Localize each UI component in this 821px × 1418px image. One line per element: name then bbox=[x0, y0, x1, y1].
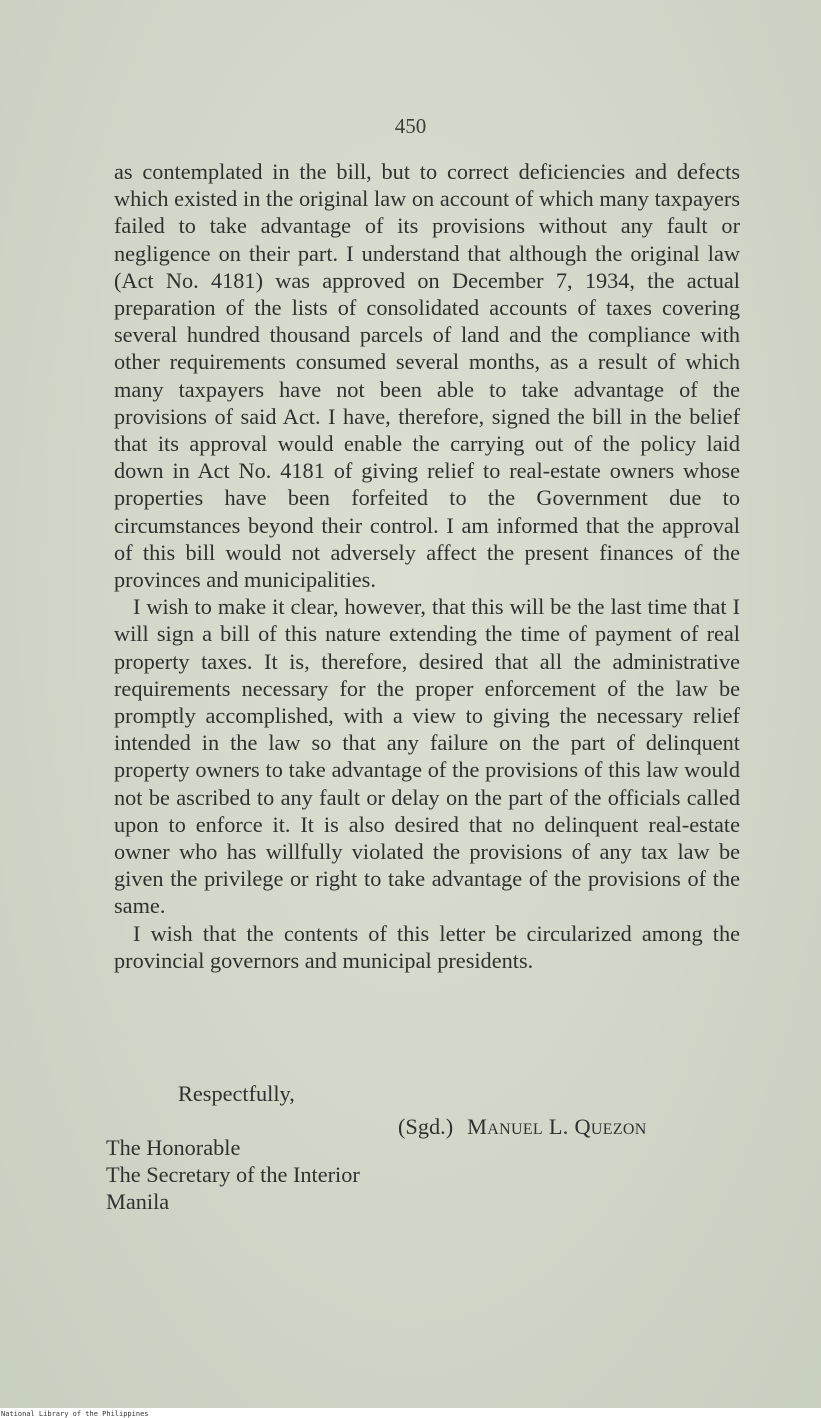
closing-salutation: Respectfully, bbox=[178, 1081, 295, 1106]
signature-prefix: (Sgd.) bbox=[398, 1114, 454, 1139]
addressee-line-3: Manila bbox=[106, 1189, 170, 1214]
signature-line bbox=[398, 1114, 647, 1140]
page-number: 450 bbox=[394, 114, 427, 138]
paragraph-continuation: as contemplated in the bill, but to correct deficiencies and defects which existed in the original law on account of which many taxpayers failed to take advantage of its provisions without any fault or negligence on their part. I understand that although the original law (Act No. 4181) was approved on December 7, 1934, the actual preparation of the lists of consolidated accounts of taxes covering several hundred thousand parcels of land and the compliance with other requirements consumed several months, as a result of which many taxpayers have not been able to take advantage of the provisions of said Act. I have, therefore, signed the bill in the belief that its approval would enable the carrying out of the policy laid down in Act No. 4181 of giving relief to real-estate owners whose properties have been forfeited to the Government due to circumstances beyond their control. I am informed that the approval of this bill would not adversely affect the present finances of the provinces and municipalities. bbox=[114, 159, 740, 593]
signatory-name: Manuel L. Quezon bbox=[467, 1114, 647, 1139]
library-watermark: National Library of the Philippines bbox=[1, 1410, 149, 1418]
addressee-block bbox=[106, 1134, 360, 1215]
paragraph-last-time: I wish to make it clear, however, that this will be the last time that I will sign a bill of this nature extending the time of payment of real property taxes. It is, therefore, desired that all the administrative requirements necessary for the proper enforcement of the law be promptly accomplished, with a view to giving the necessary relief intended in the law so that any failure on the part of delinquent property owners to take advantage of the provisions of this law would not be ascribed to any fault or delay on the part of the officials called upon to enforce it. It is also desired that no delinquent real-estate owner who has willfully violated the provisions of any tax law be given the privilege or right to take advantage of the provisions of the same. bbox=[114, 594, 740, 919]
paragraph-circularize: I wish that the contents of this letter be circularized among the provincial governors and municipal presidents. bbox=[114, 920, 740, 973]
letter-body bbox=[114, 158, 740, 974]
addressee-line-1: The Honorable bbox=[106, 1135, 241, 1160]
addressee-line-2: The Secretary of the Interior bbox=[106, 1162, 360, 1187]
